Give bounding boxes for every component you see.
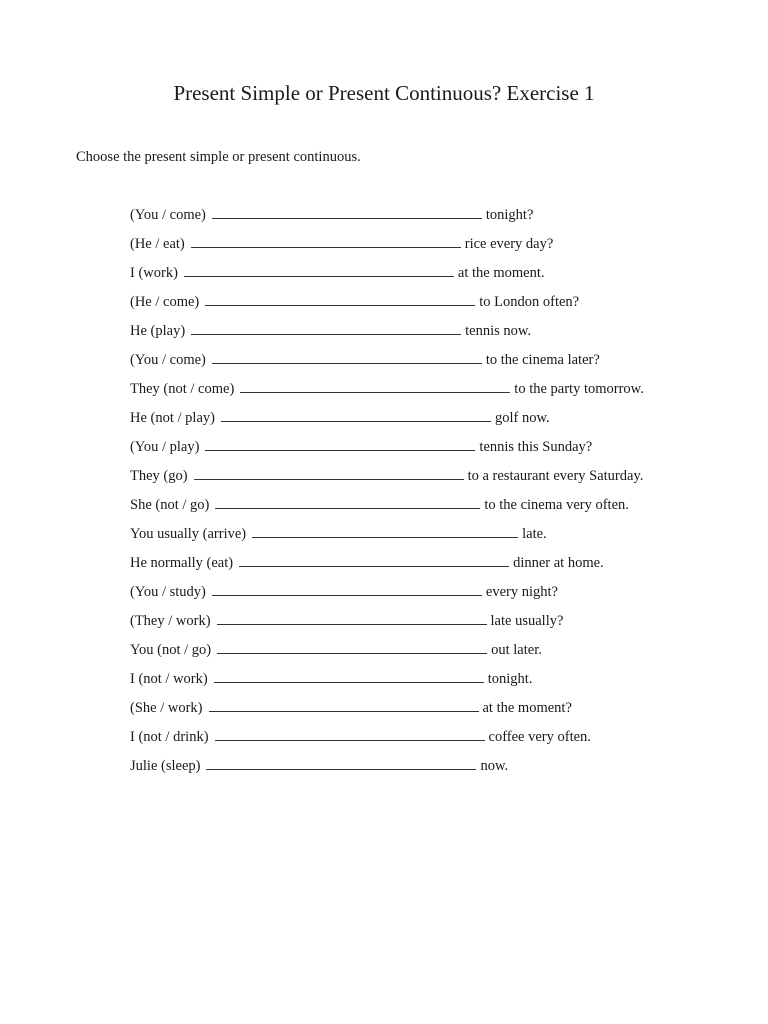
exercise-body — [130, 233, 553, 255]
exercise-prompt: They (go) — [130, 468, 188, 484]
exercise-body — [130, 755, 508, 777]
exercise-prompt: I (not / work) — [130, 671, 208, 687]
exercise-prompt: Julie (sleep) — [130, 758, 201, 774]
answer-blank[interactable] — [221, 407, 491, 422]
exercise-prompt: (They / work) — [130, 613, 211, 629]
exercise-body — [130, 697, 572, 719]
exercise-ending: to London often? — [479, 294, 580, 310]
exercise-ending: rice every day? — [464, 236, 554, 252]
answer-blank[interactable] — [214, 668, 484, 683]
exercise-prompt: They (not / come) — [130, 381, 235, 397]
exercise-ending: at the moment? — [482, 700, 572, 716]
answer-blank[interactable] — [184, 262, 454, 277]
answer-blank[interactable] — [215, 494, 480, 509]
exercise-ending: late. — [522, 526, 547, 542]
exercise-ending: tennis this Sunday? — [479, 439, 593, 455]
exercise-body — [130, 349, 600, 371]
exercise-ending: to the cinema very often. — [484, 497, 629, 513]
exercise-body — [130, 494, 629, 516]
answer-blank[interactable] — [212, 204, 482, 219]
exercise-ending: late usually? — [490, 613, 564, 629]
exercise-prompt: He normally (eat) — [130, 555, 234, 571]
answer-blank[interactable] — [252, 523, 518, 538]
exercise-body — [130, 262, 545, 284]
exercise-prompt: I (not / drink) — [130, 729, 209, 745]
exercise-ending: tonight. — [487, 671, 533, 687]
exercise-ending: dinner at home. — [513, 555, 604, 571]
answer-blank[interactable] — [217, 639, 487, 654]
exercise-prompt: He (not / play) — [130, 410, 215, 426]
exercise-prompt: (You / play) — [130, 439, 200, 455]
answer-blank[interactable] — [212, 349, 482, 364]
exercise-body — [130, 320, 531, 342]
exercise-ending: tennis now. — [465, 323, 532, 339]
exercise-body — [130, 523, 547, 545]
exercise-body — [130, 639, 542, 661]
exercise-prompt: (He / come) — [130, 294, 200, 310]
exercise-prompt: (You / study) — [130, 584, 206, 600]
exercise-prompt: (She / work) — [130, 700, 203, 716]
exercise-ending: now. — [480, 758, 509, 774]
exercise-prompt: (He / eat) — [130, 236, 185, 252]
exercise-body — [130, 668, 532, 690]
answer-blank[interactable] — [217, 610, 487, 625]
exercise-ending: to the cinema later? — [485, 352, 600, 368]
answer-blank[interactable] — [191, 233, 461, 248]
answer-blank[interactable] — [215, 726, 485, 741]
exercise-prompt: You (not / go) — [130, 642, 212, 658]
exercise-prompt: (You / come) — [130, 207, 206, 223]
exercise-ending: coffee very often. — [488, 729, 591, 745]
answer-blank[interactable] — [191, 320, 461, 335]
exercise-body — [130, 465, 643, 487]
page-title: Present Simple or Present Continuous? Exercise 1 — [173, 81, 595, 105]
exercise-body — [130, 291, 579, 313]
exercise-body — [130, 581, 558, 603]
answer-blank[interactable] — [194, 465, 464, 480]
exercise-ending: golf now. — [494, 410, 550, 426]
exercise-prompt: He (play) — [130, 323, 186, 339]
exercise-body — [130, 726, 591, 748]
exercise-ending: to a restaurant every Saturday. — [467, 468, 644, 484]
answer-blank[interactable] — [205, 291, 475, 306]
answer-blank[interactable] — [212, 581, 482, 596]
exercise-ending: out later. — [491, 642, 542, 658]
answer-blank[interactable] — [239, 552, 509, 567]
exercise-ending: at the moment. — [457, 265, 545, 281]
exercise-ending: to the party tomorrow. — [514, 381, 644, 397]
instructions-text: Choose the present simple or present continuous. — [76, 149, 361, 165]
exercise-body — [130, 204, 533, 226]
exercise-prompt: (You / come) — [130, 352, 206, 368]
exercise-body — [130, 378, 644, 400]
exercise-prompt: I (work) — [130, 265, 178, 281]
exercise-body — [130, 407, 550, 429]
exercise-prompt: You usually (arrive) — [130, 526, 247, 542]
exercise-prompt: She (not / go) — [130, 497, 210, 513]
answer-blank[interactable] — [240, 378, 510, 393]
exercise-body — [130, 610, 563, 632]
answer-blank[interactable] — [205, 436, 475, 451]
exercise-body — [130, 436, 592, 458]
answer-blank[interactable] — [209, 697, 479, 712]
exercise-ending: tonight? — [485, 207, 534, 223]
answer-blank[interactable] — [206, 755, 476, 770]
exercise-ending: every night? — [485, 584, 558, 600]
exercise-body — [130, 552, 604, 574]
